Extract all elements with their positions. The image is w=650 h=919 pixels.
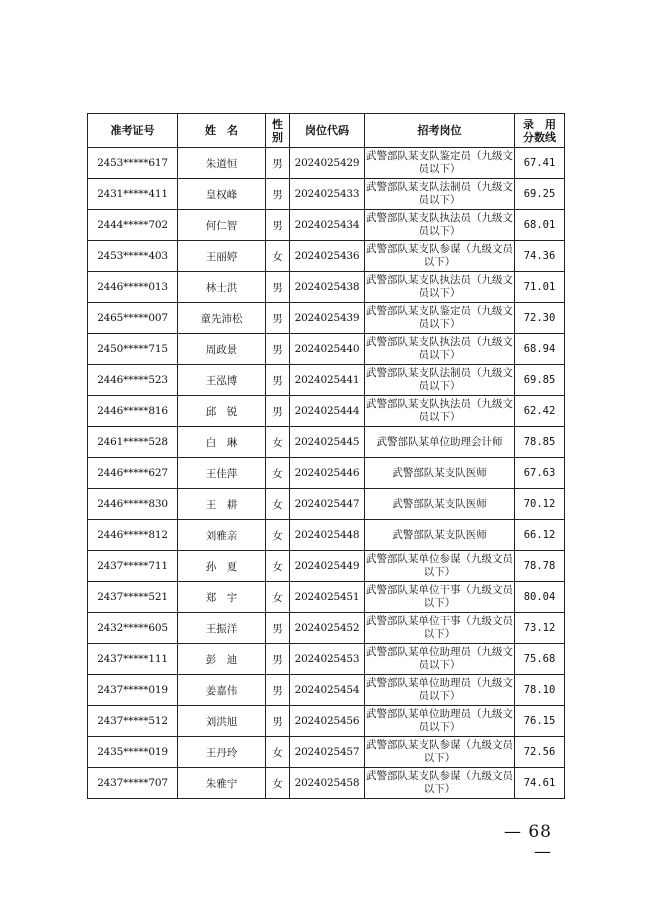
post-code-cell: 2024025448 — [290, 520, 365, 551]
score-cell: 73.12 — [515, 613, 565, 644]
exam-id-cell: 2431*****411 — [88, 179, 178, 210]
score-cell: 69.25 — [515, 179, 565, 210]
exam-id-cell: 2437*****111 — [88, 644, 178, 675]
table-row — [88, 272, 565, 303]
score-cell: 72.30 — [515, 303, 565, 334]
exam-id-cell: 2461*****528 — [88, 427, 178, 458]
post-code-cell: 2024025433 — [290, 179, 365, 210]
table-row — [88, 675, 565, 706]
table-row — [88, 210, 565, 241]
exam-id-cell: 2437*****019 — [88, 675, 178, 706]
table-row — [88, 148, 565, 179]
gender-cell: 男 — [266, 303, 290, 334]
exam-id-cell: 2437*****711 — [88, 551, 178, 582]
post-code-cell: 2024025440 — [290, 334, 365, 365]
table-row — [88, 520, 565, 551]
score-cell: 78.78 — [515, 551, 565, 582]
exam-id-cell: 2444*****702 — [88, 210, 178, 241]
post-cell: 武警部队某支队医师 — [365, 489, 515, 520]
name-cell: 童先沛松 — [178, 303, 266, 334]
table-body — [88, 148, 565, 799]
table-row — [88, 427, 565, 458]
post-cell: 武警部队某支队执法员（九级文员以下） — [365, 396, 515, 427]
post-cell: 武警部队某单位助理员（九级文员以下） — [365, 644, 515, 675]
exam-id-cell: 2437*****707 — [88, 768, 178, 799]
post-code-cell: 2024025441 — [290, 365, 365, 396]
exam-id-cell: 2446*****627 — [88, 458, 178, 489]
post-cell: 武警部队某支队参谋（九级文员以下） — [365, 241, 515, 272]
post-cell: 武警部队某支队执法员（九级文员以下） — [365, 334, 515, 365]
table-row — [88, 458, 565, 489]
name-cell: 王丽婷 — [178, 241, 266, 272]
post-code-cell: 2024025434 — [290, 210, 365, 241]
post-code-cell: 2024025458 — [290, 768, 365, 799]
table-row — [88, 365, 565, 396]
name-cell: 邱 锐 — [178, 396, 266, 427]
post-cell: 武警部队某支队参谋（九级文员以下） — [365, 737, 515, 768]
post-code-cell: 2024025446 — [290, 458, 365, 489]
score-cell: 71.01 — [515, 272, 565, 303]
post-code-cell: 2024025451 — [290, 582, 365, 613]
score-cell: 75.68 — [515, 644, 565, 675]
name-cell: 林士洪 — [178, 272, 266, 303]
name-cell: 何仁智 — [178, 210, 266, 241]
score-cell: 78.85 — [515, 427, 565, 458]
post-cell: 武警部队某支队医师 — [365, 520, 515, 551]
table-row — [88, 241, 565, 272]
score-cell: 70.12 — [515, 489, 565, 520]
header-name: 姓 名 — [178, 114, 266, 148]
table-row — [88, 737, 565, 768]
gender-cell: 女 — [266, 241, 290, 272]
score-cell: 80.04 — [515, 582, 565, 613]
name-cell: 王 耕 — [178, 489, 266, 520]
score-cell: 72.56 — [515, 737, 565, 768]
score-cell: 76.15 — [515, 706, 565, 737]
name-cell: 王佳萍 — [178, 458, 266, 489]
name-cell: 刘洪旭 — [178, 706, 266, 737]
admission-score-table — [87, 113, 565, 799]
post-cell: 武警部队某支队执法员（九级文员以下） — [365, 210, 515, 241]
post-cell: 武警部队某支队法制员（九级文员以下） — [365, 365, 515, 396]
gender-cell: 女 — [266, 768, 290, 799]
header-exam-id: 准考证号 — [88, 114, 178, 148]
gender-cell: 男 — [266, 148, 290, 179]
table-row — [88, 489, 565, 520]
exam-id-cell: 2437*****512 — [88, 706, 178, 737]
exam-id-cell: 2446*****523 — [88, 365, 178, 396]
post-code-cell: 2024025444 — [290, 396, 365, 427]
gender-cell: 男 — [266, 613, 290, 644]
gender-cell: 女 — [266, 458, 290, 489]
table-row — [88, 334, 565, 365]
header-post: 招考岗位 — [365, 114, 515, 148]
exam-id-cell: 2465*****007 — [88, 303, 178, 334]
exam-id-cell: 2446*****816 — [88, 396, 178, 427]
post-code-cell: 2024025449 — [290, 551, 365, 582]
page-number: — 68 — — [503, 822, 552, 862]
exam-id-cell: 2446*****013 — [88, 272, 178, 303]
table-row — [88, 396, 565, 427]
gender-cell: 男 — [266, 365, 290, 396]
gender-cell: 男 — [266, 675, 290, 706]
post-code-cell: 2024025438 — [290, 272, 365, 303]
post-code-cell: 2024025454 — [290, 675, 365, 706]
table-row — [88, 706, 565, 737]
score-cell: 74.36 — [515, 241, 565, 272]
name-cell: 周政景 — [178, 334, 266, 365]
score-cell: 68.01 — [515, 210, 565, 241]
table-row — [88, 551, 565, 582]
post-cell: 武警部队某支队执法员（九级文员以下） — [365, 272, 515, 303]
post-cell: 武警部队某单位参谋（九级文员以下） — [365, 551, 515, 582]
name-cell: 姜嘉伟 — [178, 675, 266, 706]
post-cell: 武警部队某支队鉴定员（九级文员以下） — [365, 148, 515, 179]
name-cell: 朱道恒 — [178, 148, 266, 179]
post-code-cell: 2024025436 — [290, 241, 365, 272]
table-row — [88, 644, 565, 675]
score-cell: 66.12 — [515, 520, 565, 551]
exam-id-cell: 2432*****605 — [88, 613, 178, 644]
gender-cell: 男 — [266, 179, 290, 210]
post-code-cell: 2024025456 — [290, 706, 365, 737]
exam-id-cell: 2453*****403 — [88, 241, 178, 272]
name-cell: 郑 宇 — [178, 582, 266, 613]
post-cell: 武警部队某支队法制员（九级文员以下） — [365, 179, 515, 210]
exam-id-cell: 2435*****019 — [88, 737, 178, 768]
gender-cell: 男 — [266, 396, 290, 427]
gender-cell: 女 — [266, 427, 290, 458]
gender-cell: 男 — [266, 334, 290, 365]
gender-cell: 女 — [266, 489, 290, 520]
post-code-cell: 2024025457 — [290, 737, 365, 768]
gender-cell: 女 — [266, 551, 290, 582]
header-gender: 性别 — [266, 114, 290, 148]
gender-cell: 女 — [266, 582, 290, 613]
post-code-cell: 2024025439 — [290, 303, 365, 334]
post-cell: 武警部队某单位干事（九级文员以下） — [365, 613, 515, 644]
exam-id-cell: 2453*****617 — [88, 148, 178, 179]
gender-cell: 男 — [266, 210, 290, 241]
table-row — [88, 768, 565, 799]
header-score: 录 用分数线 — [515, 114, 565, 148]
post-cell: 武警部队某支队参谋（九级文员以下） — [365, 768, 515, 799]
header-post-code: 岗位代码 — [290, 114, 365, 148]
name-cell: 王丹玲 — [178, 737, 266, 768]
post-code-cell: 2024025447 — [290, 489, 365, 520]
name-cell: 白 琳 — [178, 427, 266, 458]
score-cell: 69.85 — [515, 365, 565, 396]
name-cell: 刘雅亲 — [178, 520, 266, 551]
post-cell: 武警部队某支队鉴定员（九级文员以下） — [365, 303, 515, 334]
post-code-cell: 2024025453 — [290, 644, 365, 675]
exam-id-cell: 2446*****812 — [88, 520, 178, 551]
post-cell: 武警部队某单位干事（九级文员以下） — [365, 582, 515, 613]
post-code-cell: 2024025445 — [290, 427, 365, 458]
score-cell: 67.41 — [515, 148, 565, 179]
name-cell: 孙 夏 — [178, 551, 266, 582]
exam-id-cell: 2450*****715 — [88, 334, 178, 365]
post-cell: 武警部队某单位助理员（九级文员以下） — [365, 706, 515, 737]
gender-cell: 男 — [266, 644, 290, 675]
table-row — [88, 582, 565, 613]
name-cell: 朱雅宁 — [178, 768, 266, 799]
table-row — [88, 179, 565, 210]
gender-cell: 男 — [266, 706, 290, 737]
table-row — [88, 303, 565, 334]
name-cell: 王泓博 — [178, 365, 266, 396]
name-cell: 彭 迪 — [178, 644, 266, 675]
gender-cell: 女 — [266, 520, 290, 551]
post-cell: 武警部队某单位助理会计师 — [365, 427, 515, 458]
table-row — [88, 613, 565, 644]
score-cell: 67.63 — [515, 458, 565, 489]
name-cell: 王振洋 — [178, 613, 266, 644]
score-cell: 62.42 — [515, 396, 565, 427]
score-cell: 78.10 — [515, 675, 565, 706]
gender-cell: 男 — [266, 272, 290, 303]
score-cell: 74.61 — [515, 768, 565, 799]
table-header-row — [88, 114, 565, 148]
name-cell: 皇权峰 — [178, 179, 266, 210]
exam-id-cell: 2446*****830 — [88, 489, 178, 520]
gender-cell: 女 — [266, 737, 290, 768]
post-code-cell: 2024025452 — [290, 613, 365, 644]
post-code-cell: 2024025429 — [290, 148, 365, 179]
post-cell: 武警部队某单位助理员（九级文员以下） — [365, 675, 515, 706]
post-cell: 武警部队某支队医师 — [365, 458, 515, 489]
score-cell: 68.94 — [515, 334, 565, 365]
exam-id-cell: 2437*****521 — [88, 582, 178, 613]
